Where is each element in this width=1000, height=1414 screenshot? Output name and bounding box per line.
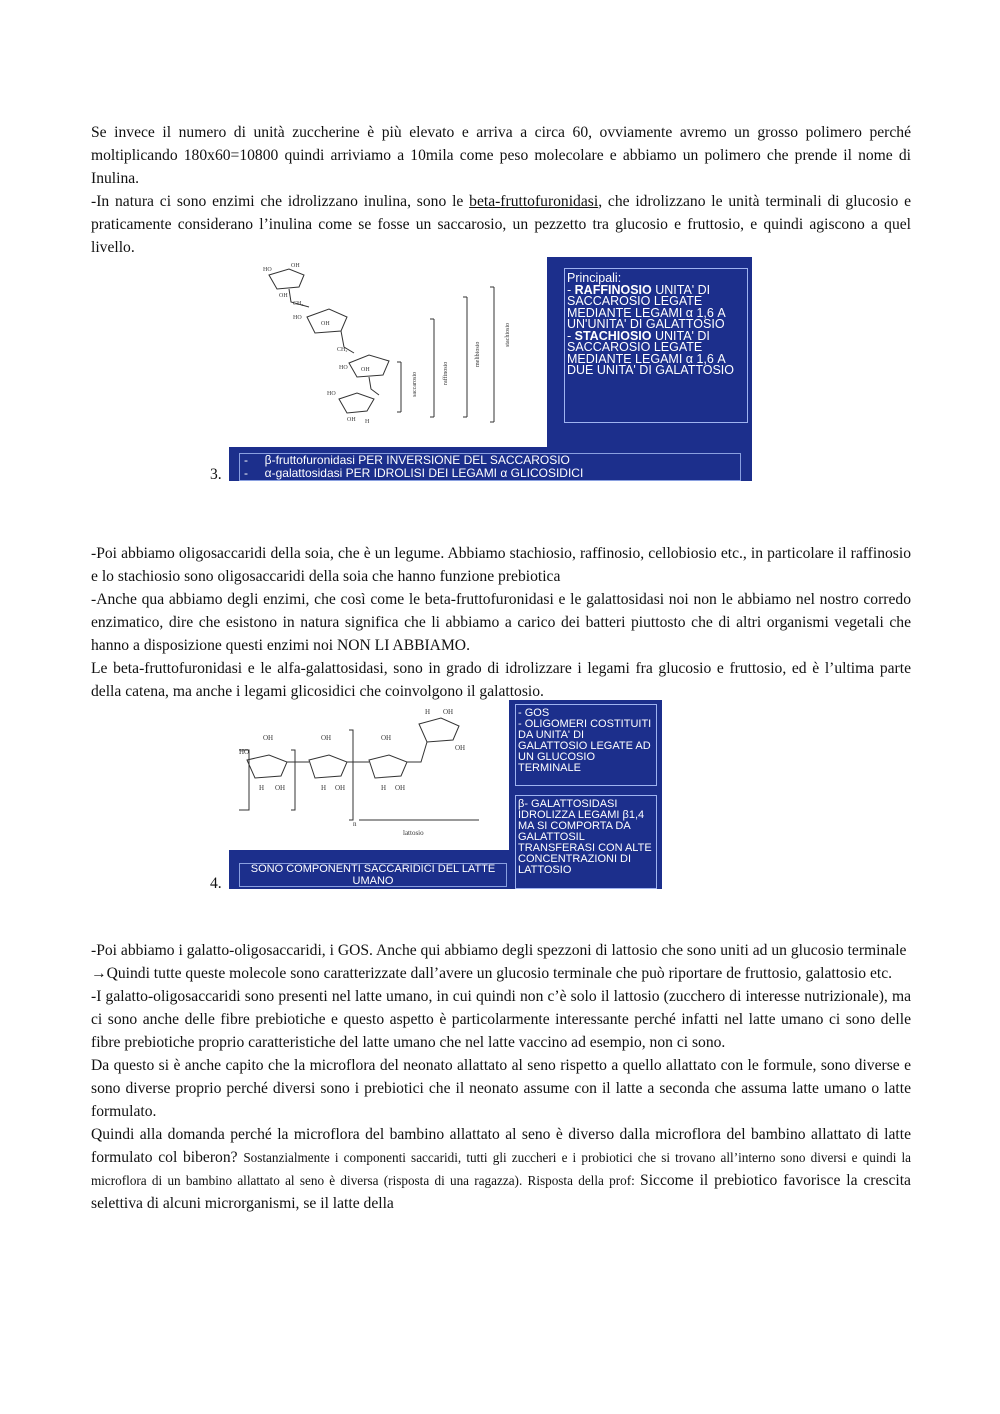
- svg-text:H: H: [365, 419, 370, 425]
- svg-text:HO: HO: [339, 365, 348, 371]
- bracket-label: raffinosio: [443, 361, 449, 385]
- svg-text:OH: OH: [263, 734, 274, 742]
- svg-text:OH: OH: [275, 784, 286, 792]
- figure-number: 3.: [210, 466, 222, 483]
- side-text-gos: - GOS - OLIGOMERI COSTITUITI DA UNITA' DI GALATTOSIO LEGATE AD UN GLUCOSIO TERMINALE: [518, 707, 652, 774]
- paragraph-soia: -Poi abbiamo oligosaccaridi della soia, che è un legume. Abbiamo stachiosio, raffinosio, cellobiosio etc., in particolare il raffinosio e lo stachiosio sono oligosaccaridi della soia che hanno funzione prebiotica: [91, 545, 911, 585]
- svg-text:n: n: [353, 820, 357, 828]
- svg-text:OH: OH: [455, 744, 466, 752]
- raffinosio-item: [567, 282, 745, 331]
- svg-text:OH: OH: [347, 417, 356, 423]
- lattosio-label: lattosio: [403, 829, 424, 837]
- svg-text:H: H: [425, 708, 431, 716]
- svg-text:OH: OH: [335, 784, 346, 792]
- paragraph-domanda: [91, 1123, 911, 1215]
- paragraph-latte-umano: -I galatto-oligosaccaridi sono presenti nel latte umano, in cui quindi non c’è solo il lattosio (zucchero di interesse nutrizionale), ma ci sono anche delle fibre prebiotiche e questo aspetto è particolarmente interessante perché infatti nel latte umano ci sono delle fibre prebiotiche proprio caratteristiche del latte umano che nel latte vaccino ad esempio, non ci sono.: [91, 988, 911, 1051]
- text-span: -In natura ci sono enzimi che idrolizzano inulina, sono le: [91, 193, 470, 210]
- svg-text:H: H: [259, 784, 265, 792]
- svg-text:OH: OH: [395, 784, 406, 792]
- structure-panel: [229, 257, 547, 447]
- paragraph-block-1: [91, 121, 911, 259]
- paragraph-enzimi: [91, 190, 911, 259]
- text-span: -: [567, 282, 575, 297]
- bold-term: RAFFINOSIO: [574, 282, 652, 297]
- paragraph-block-3: [91, 939, 911, 1215]
- svg-text:HO: HO: [263, 267, 272, 273]
- text-span: UNITA' DI SACCAROSIO LEGATE MEDIANTE LEGAMI α 1,6 A UN'UNITA' DI GALATTOSIO: [567, 282, 725, 331]
- caption-text: α-galattosidasi PER IDROLISI DEI LEGAMI α GLICOSIDICI: [264, 466, 584, 480]
- caption-text: β-fruttofuronidasi PER INVERSIONE DEL SACCAROSIO: [264, 453, 570, 467]
- figure-number: 4.: [210, 875, 222, 892]
- svg-text:HO: HO: [239, 748, 250, 756]
- figure-3-slide: [229, 257, 752, 481]
- stachiosio-item: [567, 328, 745, 377]
- svg-text:HO: HO: [293, 315, 302, 321]
- text-span: -: [567, 328, 575, 343]
- structure-panel: [229, 700, 509, 850]
- bracket-label: saccarosio: [412, 372, 418, 397]
- paragraph-block-2: [91, 542, 911, 703]
- side-header: Principali:: [567, 271, 622, 285]
- svg-text:OH: OH: [361, 367, 370, 373]
- text-span: Siccome il prebiotico favorisce la crescita selettiva di alcuni microrganismi, se il latte della: [91, 1172, 911, 1212]
- bracket-label: stachiosio: [505, 323, 511, 347]
- paragraph-gos: -Poi abbiamo i galatto-oligosaccaridi, i GOS. Anche qui abbiamo degli spezzoni di lattosio che sono uniti ad un glucosio terminale: [91, 942, 907, 959]
- paragraph-idrolisi: Le beta-fruttofuronidasi e le alfa-galattosidasi, sono in grado di idrolizzare i legami fra glucosio e fruttosio, ed è l’ultima parte della catena, ma anche i legami glicosidici che coinvolgono il galattosio.: [91, 660, 911, 700]
- paragraph-enzimi-soia: -Anche qua abbiamo degli enzimi, che così come le beta-fruttofuronidasi e le galattosidasi noi non le abbiamo nel nostro corredo enzimatico, dire che esistono in natura significa che li abbiamo a carico dei batteri piuttosto che di altri organismi vegetali che hanno a disposizione questi enzimi noi NON LI ABBIAMO.: [91, 591, 911, 654]
- svg-text:OH: OH: [291, 263, 300, 269]
- figure-3-caption: [239, 453, 741, 481]
- arrow-icon: →: [91, 965, 107, 982]
- paragraph-inulina: Se invece il numero di unità zuccherine è più elevato e arriva a circa 60, ovviamente avremo un grosso polimero perché moltiplicando 180x60=10800 quindi arriviamo a 10mila come peso molecolare e abbiamo un polimero che prende il nome di Inulina.: [91, 124, 911, 187]
- gos-structure-diagram: [229, 700, 509, 850]
- paragraph-glucosio-terminale: [91, 962, 911, 985]
- svg-text:H: H: [321, 784, 327, 792]
- bold-term: STACHIOSIO: [574, 328, 652, 343]
- text-span: Quindi tutte queste molecole sono caratterizzate dall’avere un glucosio terminale che può riportare de fruttosio, galattosio etc.: [106, 965, 893, 982]
- svg-text:CH₂: CH₂: [293, 301, 304, 307]
- figure-4-slide: [229, 700, 662, 889]
- text-span: UNITA' DI SACCAROSIO LEGATE MEDIANTE LEGAMI α 1,6 A DUE UNITA' DI GALATTOSIO: [567, 328, 734, 377]
- caption-line: - β-fruttofuronidasi PER INVERSIONE DEL SACCAROSIO: [244, 453, 570, 467]
- svg-text:OH: OH: [321, 734, 332, 742]
- svg-text:H: H: [381, 784, 387, 792]
- svg-text:OH: OH: [321, 321, 330, 327]
- svg-text:HO: HO: [327, 391, 336, 397]
- side-text-galattosidasi: β- GALATTOSIDASI IDROLIZZA LEGAMI β1,4 MA SI COMPORTA DA GALATTOSIL TRANSFERASI CON ALTE CONCENTRAZIONI DI LATTOSIO: [518, 798, 652, 876]
- svg-text:CH₂: CH₂: [337, 347, 348, 353]
- caption-line: - α-galattosidasi PER IDROLISI DEI LEGAMI α GLICOSIDICI: [244, 466, 584, 480]
- paragraph-microflora: Da questo si è anche capito che la microflora del neonato allattato al seno rispetto a quello allattato con le formule, sono diverse e sono diverse proprio perché diversi sono i prebiotici che il neonato assume con il latte a seconda che assuma latte umano o latte formulato.: [91, 1057, 911, 1120]
- link-beta-fruttofuronidasi: beta-fruttofuronidasi: [469, 193, 599, 210]
- side-text: [567, 273, 745, 377]
- bracket-label: melibiosio: [475, 341, 481, 367]
- svg-text:OH: OH: [381, 734, 392, 742]
- text-span-small: Sostanzialmente i componenti saccaridi, tutti gli zuccheri e i probiotici che si trovano all’interno sono diversi e quindi la microflora di un bambino allattato al seno è diversa (risposta di una ragazza). Risposta della prof:: [91, 1150, 912, 1188]
- svg-text:OH: OH: [443, 708, 454, 716]
- text-span: , che idrolizzano le unità terminali di glucosio e praticamente considerano l’inulina come se fosse un saccarosio, un pezzetto tra glucosio e fruttosio, e quindi agiscono a quel livello.: [91, 193, 911, 256]
- stachiosio-structure-diagram: [229, 257, 547, 447]
- figure-4-caption: SONO COMPONENTI SACCARIDICI DEL LATTE UMANO: [239, 863, 507, 887]
- svg-text:OH: OH: [279, 293, 288, 299]
- text-span: Quindi alla domanda perché la microflora del bambino allattato al seno è diverso dalla microflora del bambino allattato di latte formulato col biberon?: [91, 1126, 911, 1166]
